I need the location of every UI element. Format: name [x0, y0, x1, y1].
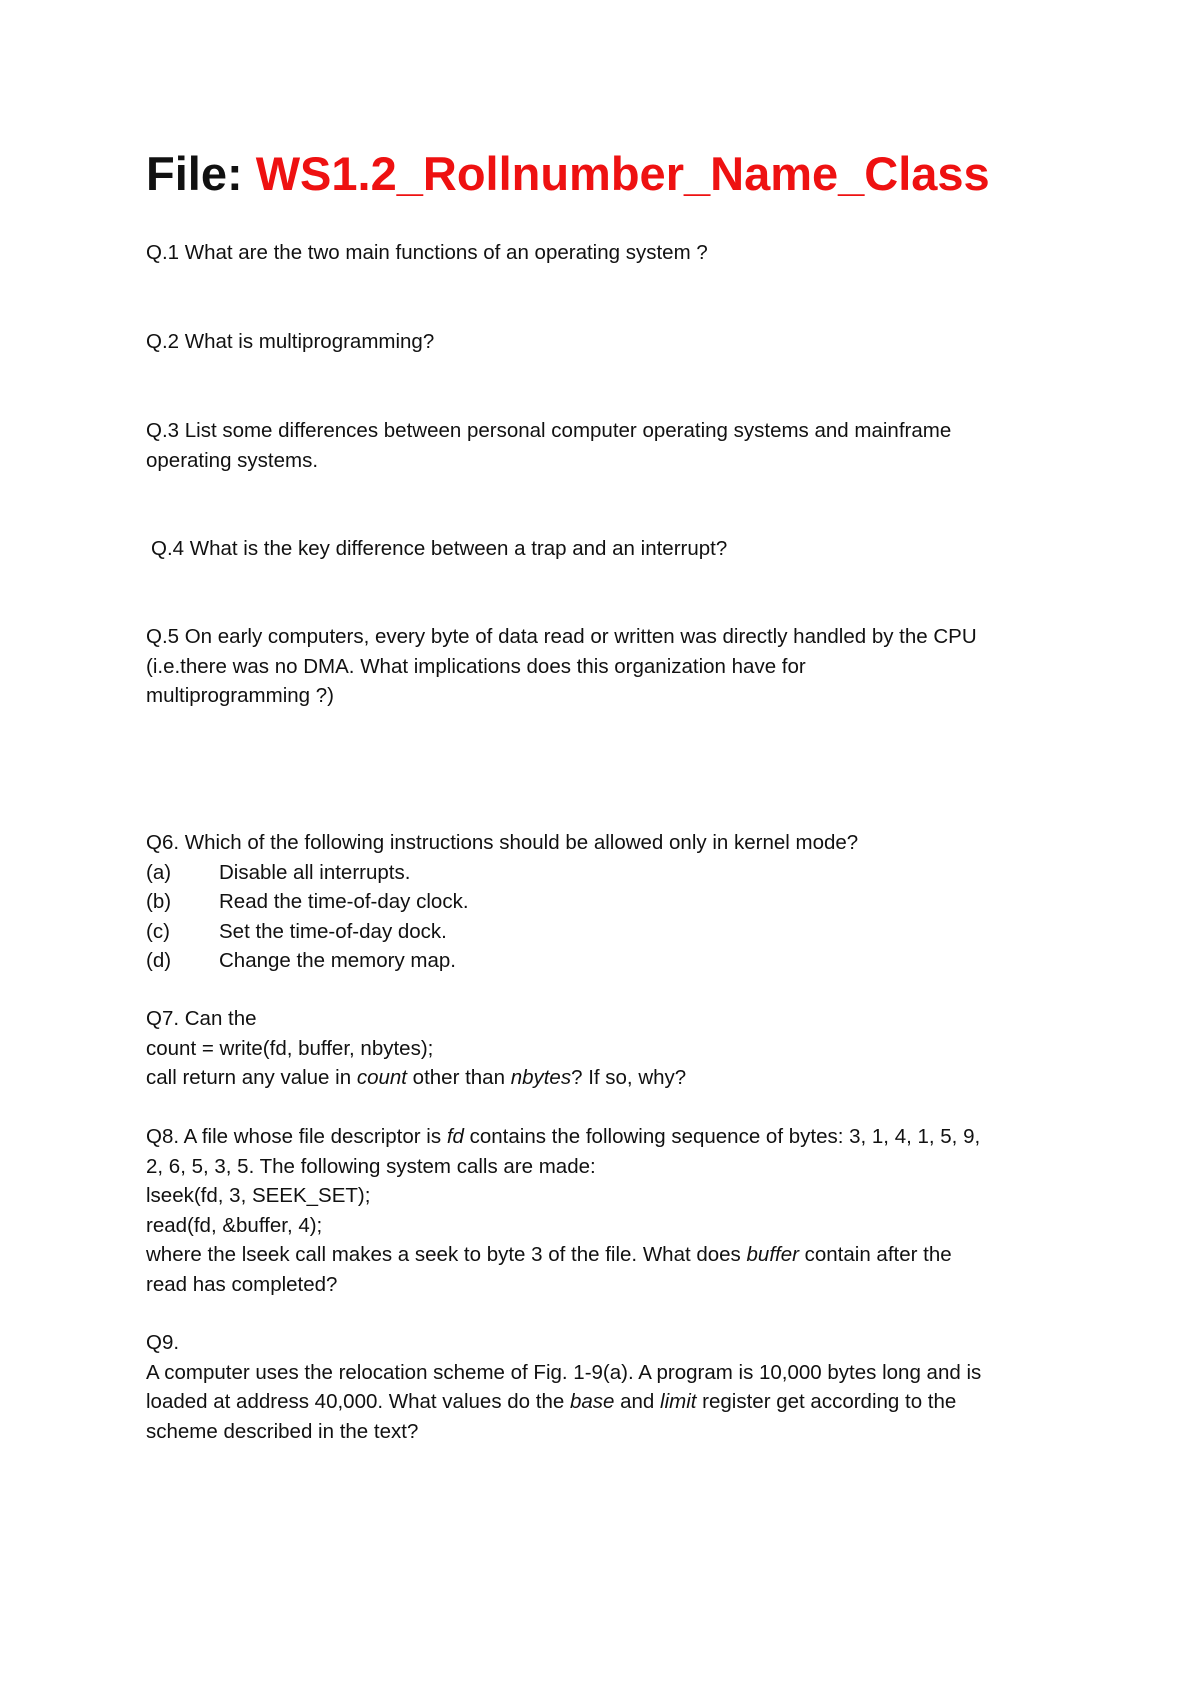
question-7: [146, 1004, 1066, 1093]
question-5-line-3: multiprogramming ?): [146, 684, 334, 707]
question-7-term-nbytes: nbytes: [510, 1066, 572, 1089]
question-8-line-6: read has completed?: [146, 1272, 338, 1296]
question-4: Q.4 What is the key difference between a trap and an interrupt?: [151, 537, 728, 560]
question-3-line-2: operating systems.: [146, 448, 319, 472]
question-8-term-buffer: buffer: [746, 1243, 799, 1266]
question-8-text-b: contains the following sequence of bytes: 3, 1, 4, 1, 5, 9,: [463, 1125, 981, 1148]
question-7-text-c: ? If so, why?: [571, 1066, 687, 1089]
question-8-line-2: 2, 6, 5, 3, 5. The following system calls are made:: [146, 1154, 596, 1178]
option-c: [146, 917, 1066, 947]
question-6-text: Q6. Which of the following instructions should be allowed only in kernel mode?: [146, 831, 859, 854]
question-7-text-b: other than: [406, 1066, 511, 1089]
question-8-text-c: where the lseek call makes a seek to byte 3 of the file. What does: [146, 1243, 747, 1266]
option-a: [146, 858, 1066, 888]
question-5: [146, 622, 1066, 711]
option-a-text: Disable all interrupts.: [219, 860, 411, 884]
title-label: File:: [146, 147, 243, 200]
question-8-text-a: Q8. A file whose file descriptor is: [146, 1125, 447, 1148]
option-d-letter: (d): [146, 949, 172, 972]
option-b-letter: (b): [146, 890, 172, 913]
question-8-line-5: [146, 1240, 1066, 1270]
question-7-term-count: count: [356, 1066, 407, 1089]
option-b: [146, 887, 1066, 917]
question-8-line-1: [146, 1122, 1066, 1152]
question-7-code: count = write(fd, buffer, nbytes);: [146, 1036, 434, 1060]
question-7-line-3: [146, 1063, 1066, 1093]
question-8: [146, 1122, 1066, 1299]
question-9: [146, 1328, 1066, 1446]
question-9-label: Q9.: [146, 1331, 180, 1354]
question-3: [146, 416, 1066, 475]
question-9-line-3: [146, 1387, 1066, 1417]
option-c-text: Set the time-of-day dock.: [219, 919, 447, 943]
question-5-line-1: Q.5 On early computers, every byte of data read or written was directly handled by the CPU: [146, 625, 977, 648]
document-title: [146, 146, 990, 202]
question-9-term-limit: limit: [660, 1390, 697, 1413]
question-7-text-a: call return any value in: [146, 1066, 357, 1089]
question-8-text-d: contain after the: [798, 1243, 952, 1266]
question-8-code-lseek: lseek(fd, 3, SEEK_SET);: [146, 1184, 371, 1207]
option-c-letter: (c): [146, 919, 170, 943]
question-2: Q.2 What is multiprogramming?: [146, 330, 435, 353]
question-9-text-a: loaded at address 40,000. What values do the: [146, 1390, 570, 1413]
question-9-line-4: scheme described in the text?: [146, 1419, 419, 1443]
question-9-text-b: and: [614, 1390, 661, 1413]
question-3-line-1: Q.3 List some differences between personal computer operating systems and mainframe: [146, 419, 952, 442]
question-5-line-2: (i.e.there was no DMA. What implications does this organization have for: [146, 654, 806, 678]
question-1: Q.1 What are the two main functions of an operating system ?: [146, 241, 708, 264]
option-a-letter: (a): [146, 860, 172, 884]
question-9-term-base: base: [569, 1390, 615, 1413]
question-6: [146, 828, 1066, 976]
option-d-text: Change the memory map.: [219, 949, 457, 972]
question-8-code-read: read(fd, &buffer, 4);: [146, 1213, 323, 1237]
question-8-term-fd: fd: [446, 1125, 464, 1148]
option-b-text: Read the time-of-day clock.: [219, 890, 469, 913]
question-9-line-2: A computer uses the relocation scheme of Fig. 1-9(a). A program is 10,000 bytes long and is: [146, 1360, 982, 1384]
option-d: [146, 946, 1066, 976]
title-filename: WS1.2_Rollnumber_Name_Class: [255, 147, 990, 200]
question-9-text-c: register get according to the: [696, 1390, 957, 1413]
question-7-line-1: Q7. Can the: [146, 1007, 257, 1030]
